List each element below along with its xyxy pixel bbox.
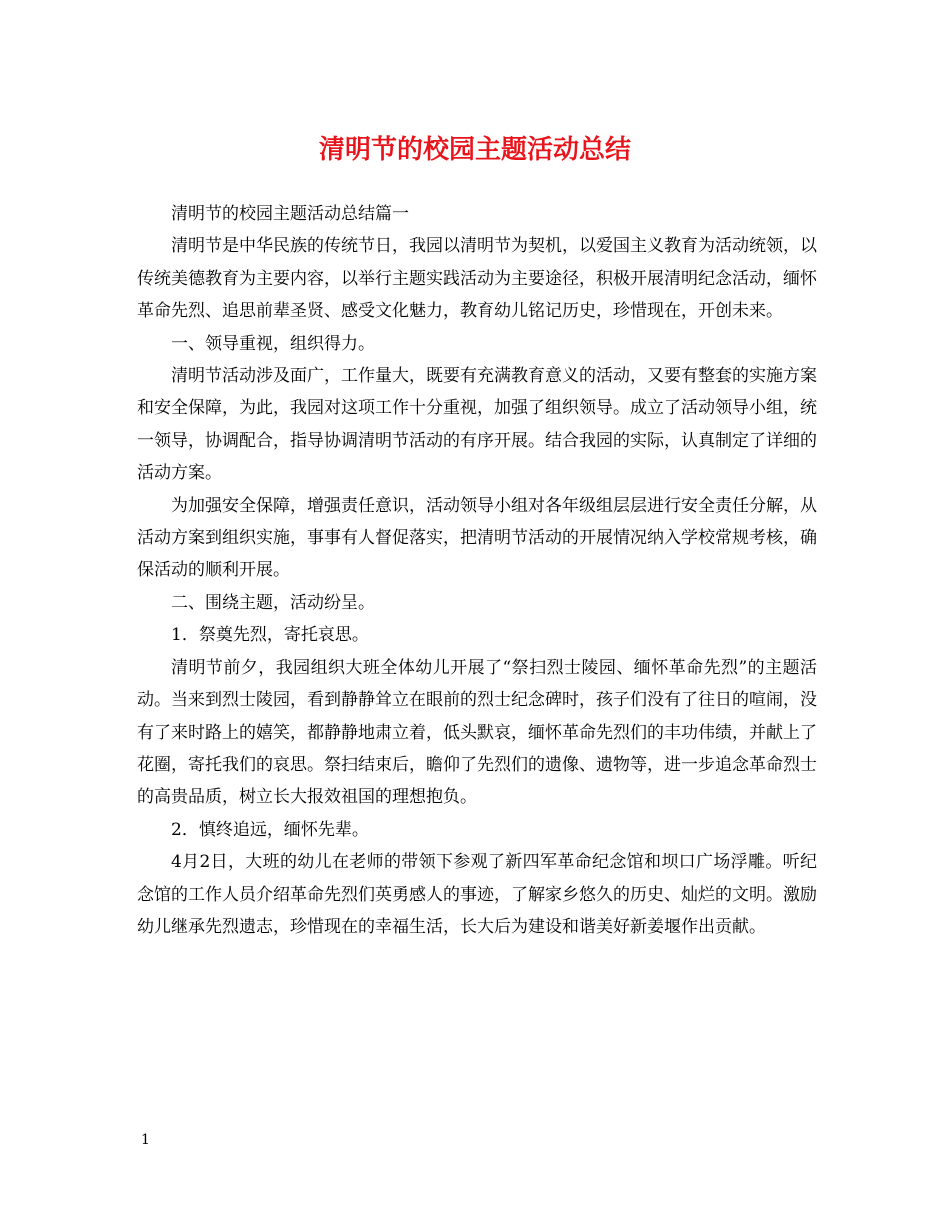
subsection-heading-2: 2．慎终追远，缅怀先辈。 (171, 819, 369, 840)
section-heading-1: 一、领导重视，组织得力。 (171, 333, 375, 354)
section-heading-2: 二、围绕主题，活动纷呈。 (171, 592, 375, 613)
paragraph-heading: 清明节的校园主题活动总结篇一 (171, 204, 409, 224)
subsection-heading-1: 1．祭奠先烈，寄托哀思。 (171, 625, 369, 646)
paragraph: 清明节活动涉及面广，工作量大，既要有充满教育意义的活动，又要有整套的实施方案和安全保障，为此，我园对这项工作十分重视，加强了组织领导。成立了活动领导小组，统一领导，协调配合，指导协调清明节活动的有序开展。结合我园的实际，认真制定了详细的活动方案。 (137, 366, 817, 484)
paragraph: 4月2日，大班的幼儿在老师的带领下参观了新四军革命纪念馆和坝口广场浮雕。听纪念馆的工作人员介绍革命先烈们英勇感人的事迹，了解家乡悠久的历史、灿烂的文明。激励幼儿继承先烈遗志，珍惜现在的幸福生活，长大后为建设和谐美好新姜堰作出贡献。 (137, 852, 817, 937)
paragraph: 为加强安全保障，增强责任意识，活动领导小组对各年级组层层进行安全责任分解，从活动方案到组织实施，事事有人督促落实，把清明节活动的开展情况纳入学校常规考核，确保活动的顺利开展。 (137, 495, 817, 581)
paragraph-intro: 清明节是中华民族的传统节日，我园以清明节为契机，以爱国主义教育为活动统领，以传统美德教育为主要内容，以举行主题实践活动为主要途径，积极开展清明纪念活动，缅怀革命先烈、追思前辈圣贤、感受文化魅力，教育幼儿铭记历史，珍惜现在，开创未来。 (137, 236, 817, 322)
document-title: 清明节的校园主题活动总结 (318, 135, 631, 165)
page-number: 1 (141, 1132, 150, 1148)
paragraph: 清明节前夕，我园组织大班全体幼儿开展了“祭扫烈士陵园、缅怀革命先烈”的主题活动。当来到烈士陵园，看到静静耸立在眼前的烈士纪念碑时，孩子们没有了往日的喧闹，没有了来时路上的嬉笑，都静静地肃立着，低头默哀，缅怀革命先烈们的丰功伟绩，并献上了花圈，寄托我们的哀思。祭扫结束后，瞻仰了先烈们的遗像、遗物等，进一步追念革命烈士的高贵品质，树立长大报效祖国的理想抱负。 (137, 657, 817, 808)
document-body (137, 198, 817, 943)
